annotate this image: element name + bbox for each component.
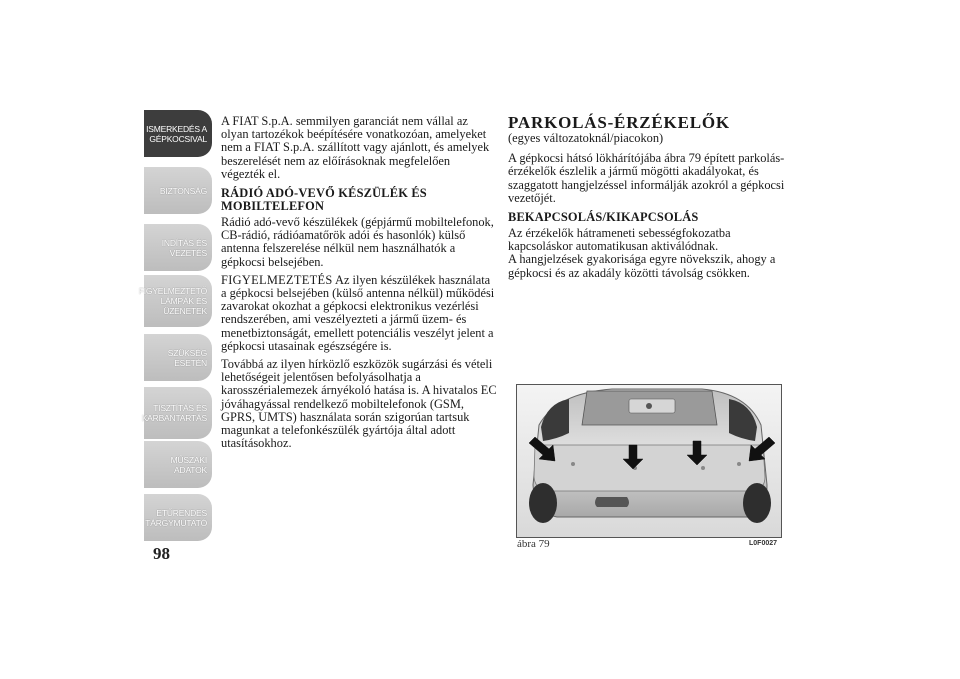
tab-label-line1: MŰSZAKI ADATOK <box>170 454 207 475</box>
intro-paragraph: A FIAT S.p.A. semmilyen garanciát nem vállal az olyan tartozékok beépítésére vonatkozóan, amelyeket nem a FIAT S.p.A. szállított vagy ajánlott, és amelyek beszerelését nem az előírásoknak megfelelően végezték el. <box>221 114 490 181</box>
tab-inditas[interactable] <box>144 224 212 271</box>
tab-ismerkedes[interactable] <box>144 110 212 157</box>
sensor-dot <box>571 462 575 466</box>
figure-caption: ábra 79 <box>517 538 550 550</box>
tab-label-line1: TISZTÍTÁS ÉS <box>153 403 207 413</box>
tab-label-line1: INDÍTÁS ÉS <box>161 237 207 248</box>
warning-paragraph <box>221 274 497 353</box>
tab-label-line2: KARBANTARTÁS <box>141 413 207 423</box>
tab-label-line2: GÉPKOCSIVAL <box>149 133 207 144</box>
radio-paragraph: Rádió adó-vevő készülékek (gépjármű mobiltelefonok, CB-rádió, rádióamatőrök adói és hasonlók) külső antenna felszerelése nélkül nem használhatók a gépkocsi belsejében. <box>221 215 494 269</box>
radio-heading: RÁDIÓ ADÓ-VEVŐ KÉSZÜLÉK ÉS MOBILTELEFON <box>221 186 427 214</box>
tab-targymutato[interactable] <box>144 494 212 541</box>
sensor-dot <box>701 466 705 470</box>
switch-paragraph-a: Az érzékelők hátrameneti sebességfokozatba kapcsoláskor automatikusan aktiválódnak. <box>508 226 731 254</box>
figure-code: L0F0027 <box>749 540 778 547</box>
tab-label-line3: ÜZENETEK <box>163 306 207 316</box>
tab-label-line1: BIZTONSÁG <box>159 185 207 196</box>
tab-label-line1: FIGYELMEZTETŐ <box>138 286 207 296</box>
right-wheel <box>743 483 771 523</box>
tab-szukseg[interactable] <box>144 334 212 381</box>
rear-bumper-figure <box>516 384 782 538</box>
page-number: 98 <box>153 544 170 563</box>
warning-label: FIGYELMEZTETÉS <box>221 272 333 287</box>
left-wheel <box>529 483 557 523</box>
tab-tisztitas[interactable] <box>141 387 212 439</box>
car-rear-illustration <box>517 385 781 537</box>
bumper <box>534 445 765 491</box>
tab-figyelmezteto[interactable] <box>138 275 212 327</box>
tab-label-line1: SZÜKSÉG ESETÉN <box>167 347 207 368</box>
exhaust <box>595 497 629 507</box>
left-column <box>221 115 497 455</box>
tab-label-line1: ETŰRENDES <box>156 507 207 518</box>
switch-heading: BEKAPCSOLÁS/KIKAPCSOLÁS <box>508 210 699 225</box>
tab-label-line2: VEZETÉS <box>169 247 207 258</box>
tab-label-line2: TÁRGYMUTATÓ <box>145 517 207 528</box>
tab-label-line2: LÁMPÁK ÉS <box>160 296 207 306</box>
parking-subtitle: (egyes változatoknál/piacokon) <box>508 131 664 145</box>
right-column <box>508 114 788 285</box>
parking-paragraph: A gépkocsi hátsó lökhárítójába ábra 79 épített parkolás-érzékelők észlelik a jármű mögötti akadályokat, és szaggatott hangjelzéssel informálják azokról a gépkocsi vezetőjét. <box>508 151 785 205</box>
tab-biztonsag[interactable] <box>144 167 212 214</box>
tab-muszaki[interactable] <box>144 441 212 488</box>
sensor-dot <box>737 462 741 466</box>
parking-title: PARKOLÁS-ÉRZÉKELŐK <box>508 113 730 132</box>
emission-paragraph: Továbbá az ilyen hírközlő eszközök sugárzási és vételi lehetőségeit jelentősen befolyásolhatja a karosszérialemezek árnyékoló hatása is. A hivatalos EC jóváhagyással rendelkező mobiltelefonok (GSM, GPRS, UMTS) használata során szigorúan tartsuk magunkat a telefonkészülék gyártója által adott utasításokhoz. <box>221 357 497 451</box>
tab-label-line1: ISMERKEDÉS A <box>146 123 207 134</box>
warning-text: Az ilyen készülékek használata a gépkocsi belsejében (külső antenna nélkül) működési zavarokat okozhat a gépkocsi elektronikus vezérlési rendszerében, ami veszélyezteti a jármű üzem- és menetbiztonságát, emellett potenciális veszélyt jelent a gépkocsi utasainak egészségére is. <box>221 272 495 353</box>
switch-paragraph-b: A hangjelzések gyakorisága egyre növekszik, ahogy a gépkocsi és az akadály közötti távolság csökken. <box>508 252 776 280</box>
